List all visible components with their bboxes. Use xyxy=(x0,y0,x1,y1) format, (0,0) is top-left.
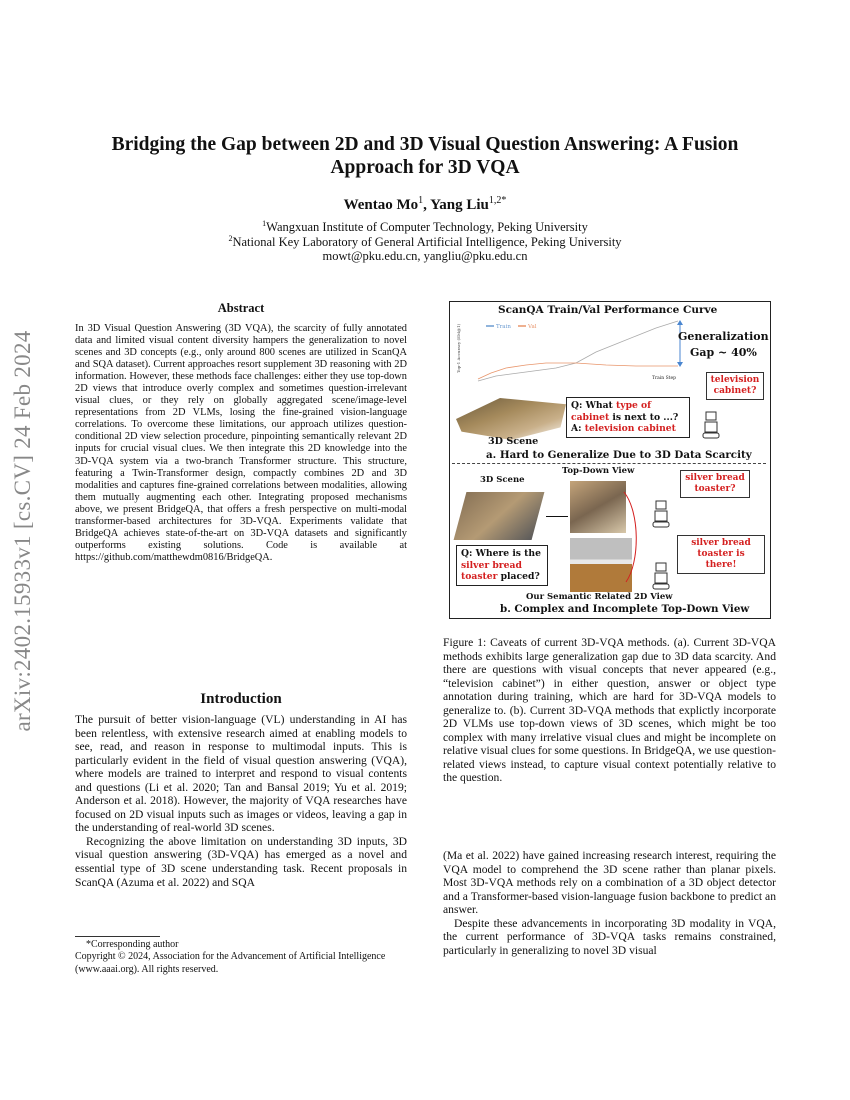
divider xyxy=(452,463,766,464)
speech-bubble-b1: silver bread toaster? xyxy=(680,470,750,498)
scene-image-b xyxy=(454,492,545,540)
speech-bubble-b2: silver bread toaster is there! xyxy=(677,535,765,574)
topdown-image xyxy=(570,481,626,533)
paragraph: The pursuit of better vision-language (VL) understanding in AI has been relentless, with extensive research aimed at enabling models to see, read, and reason in response to multimodal inputs. This is particularly evident in the field of visual question answering (VQA), where models are trained to interpret and respond to visual contents and questions (Li et al. 2020; Tan and Bansal 2019; Yu et al. 2019; Anderson et al. 2018). However, the majority of VQA researches have focused on 2D visual inputs such as images or videos, leaving a gap in the understanding of real-world 3D scenes. xyxy=(75,713,407,835)
abstract-heading: Abstract xyxy=(217,301,265,315)
figure-caption: Figure 1: Caveats of current 3D-VQA methods. (a). Current 3D-VQA methods exhibits large generalization gap due to 3D data scarcity. And there are questions with visual concepts that never appeared (e.g., “television cabinet”) in either question, answer or object type annotation during training, which are hard for 3D-VQA models to generalize to. (b). Current 3D-VQA methods that explictly incorporate 2D VLMs use top-down views of 3D scenes, which might be too complex with many irrelative visual clues and might be incomplete on relative visual clues for some questions. In BridgeQA, we use question-related views instead, to capture visual context potentially relative to the question. xyxy=(443,636,776,785)
topdown-label: Top-Down View xyxy=(562,466,635,476)
affiliation-1 xyxy=(0,219,850,235)
author-2: Yang Liu xyxy=(430,197,489,213)
semantic-view-label: Our Semantic Related 2D View xyxy=(526,592,673,602)
author-1: Wentao Mo xyxy=(343,197,419,213)
aff-text: Wangxuan Institute of Computer Technology, Peking University xyxy=(266,220,588,235)
author-sep: , xyxy=(423,197,431,213)
arxiv-stamp: arXiv:2402.15933v1 [cs.CV] 24 Feb 2024 xyxy=(10,330,35,732)
robot-icon xyxy=(650,499,672,529)
arrow xyxy=(546,516,568,517)
paragraph: (Ma et al. 2022) have gained increasing research interest, requiring the VQA model to comprehend the 3D scene rather than planar pixels. Most 3D-VQA methods rely on a combination of a 3D object detector and a Transformer-based vision-language fusion backbone to predict an answer. xyxy=(443,849,776,917)
paper-title: Bridging the Gap between 2D and 3D Visual Question Answering: A Fusion Approach for 3D VQA xyxy=(111,134,739,178)
caption-a: a. Hard to Generalize Due to 3D Data Scarcity xyxy=(486,449,752,461)
abstract-text: In 3D Visual Question Answering (3D VQA), the scarcity of fully annotated data and limited visual content diversity hampers the generalization to novel scenes and 3D concepts (e.g., only around 800 scenes are utilized in ScanQA and SQA dataset). Current approaches resort supplement 3D reasoning with 2D information. However, these methods face challenges: either they use top-down 2D views that introduce overly complex and sometimes question-irrelevant visual clues, or they rely on globally aggregated scene/image-level representations from 2D VLMs, losing the fine-grained vision-language correlations. To overcome these limitations, our approach utilizes question-conditional 2D view selection procedure, pinpointing semantically relevant 2D inputs for crucial visual clues. We then integrate this 2D knowledge into the 3D-VQA system via a two-branch Transformer structure. This structure, featuring a Twin-Transformer design, compactly combines 2D and 3D modalities and captures fine-grained correlations between modalities, allowing them mutually augmenting each other. Integrating proposed mechanisms above, we present BridgeQA, that offers a fresh perspective on multi-modal transformer-based architectures for 3D-VQA. Experiments validate that BridgeQA achieves state-of-the-art on 3D-VQA datasets and significantly outperforms existing solutions. Code is available at https://github.com/matthewdm0816/BridgeQA. xyxy=(75,323,407,563)
gap-label-2: Gap ~ 40% xyxy=(690,346,757,359)
chart-ylabel: Top-1 Accuracy (EM@1) xyxy=(456,323,461,373)
legend-train: Train xyxy=(496,324,511,330)
footnote xyxy=(75,939,407,976)
affiliation-2 xyxy=(0,234,850,250)
chart-title: ScanQA Train/Val Performance Curve xyxy=(498,304,718,316)
aff-sup: 1 xyxy=(262,219,267,228)
authors xyxy=(0,195,850,214)
red-arrow xyxy=(620,482,642,592)
train-val-chart xyxy=(456,318,696,388)
author-2-sup: 1,2* xyxy=(488,195,507,206)
gap-label-1: Generalization xyxy=(678,330,769,343)
robot-icon xyxy=(650,561,672,591)
intro-body xyxy=(75,713,407,889)
chart-xlabel: Train Step xyxy=(652,376,677,381)
val-line xyxy=(478,363,678,379)
emails: mowt@pku.edu.cn, yangliu@pku.edu.cn xyxy=(322,249,528,263)
right-column-body xyxy=(443,849,776,957)
aff-text: National Key Laboratory of General Artificial Intelligence, Peking University xyxy=(232,235,622,250)
paragraph: Despite these advancements in incorporating 3D modality in VQA, the current performance of 3D-VQA tasks remains constrained, particularly in generalizing to novel 3D visual xyxy=(443,916,776,957)
question-box-b: Q: Where is the silver bread toaster placed? xyxy=(456,545,548,586)
question-box-a: Q: What type of cabinet is next to ...? A: television cabinet xyxy=(566,397,690,438)
paragraph: Recognizing the above limitation on understanding 3D inputs, 3D visual question answering (3D-VQA) has emerged as a novel and essential type of 3D scene understanding task. Recent proposals in ScanQA (Azuma et al. 2022) and SQA xyxy=(75,834,407,889)
intro-heading: Introduction xyxy=(200,691,282,707)
caption-b: b. Complex and Incomplete Top-Down View xyxy=(500,603,750,615)
figure-1 xyxy=(449,301,771,619)
scene-label-b: 3D Scene xyxy=(480,475,525,485)
speech-bubble-a: television cabinet? xyxy=(706,372,764,400)
scene-label-a: 3D Scene xyxy=(488,436,539,447)
legend-val: Val xyxy=(528,324,537,330)
scene-image-a xyxy=(456,398,566,440)
copyright: Copyright © 2024, Association for the Advancement of Artificial Intelligence (www.aaai.org). All rights reserved. xyxy=(75,951,386,975)
train-line xyxy=(478,321,678,381)
robot-icon xyxy=(700,410,722,440)
footnote-rule xyxy=(75,936,160,937)
author-1-sup: 1 xyxy=(418,195,424,206)
aff-sup: 2 xyxy=(228,234,233,243)
corresponding-note: *Corresponding author xyxy=(86,939,179,950)
